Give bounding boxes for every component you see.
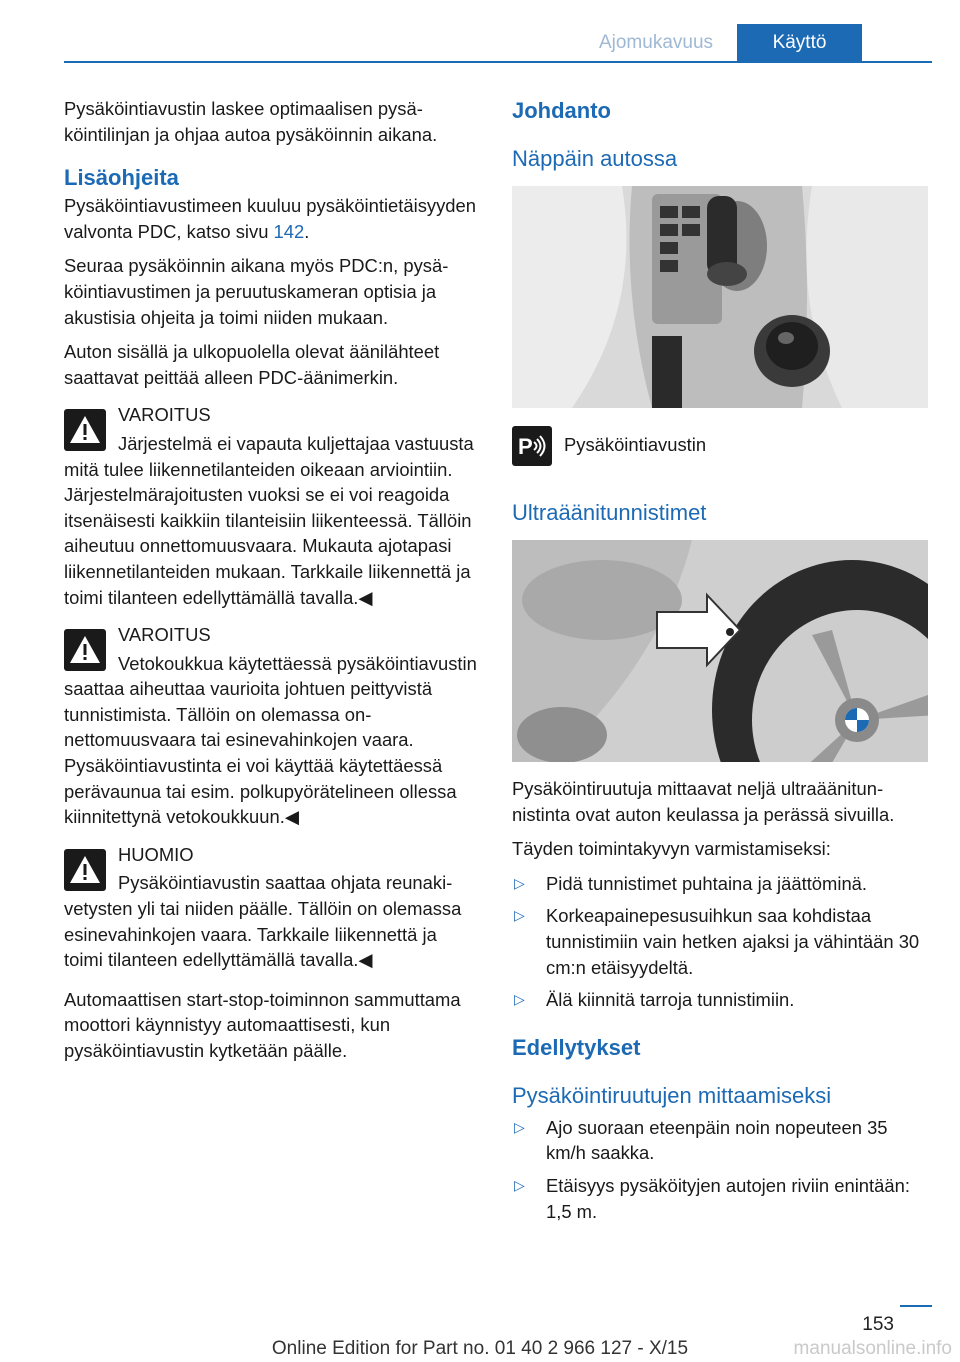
center-console-photo [512,186,928,408]
full-function-paragraph: Täyden toimintakyvyn varmistamiseksi: [512,838,831,860]
ultrasonic-sensor-photo [512,540,928,762]
warning-triangle-icon [64,409,106,451]
section-tab-kaytto[interactable]: Käyttö [737,24,862,61]
bullet-triangle-icon: ▷ [514,874,525,891]
bullet-triangle-icon: ▷ [514,1176,525,1193]
heading-mittaamiseksi: Pysäköintiruutujen mittaamiseksi [512,1082,832,1108]
page-number: 153 [862,1314,894,1335]
park-assist-label: Pysäköintiavustin [564,434,707,455]
park-assist-button-row [512,426,930,474]
svg-text:P: P [518,434,533,459]
bullet-triangle-icon: ▷ [514,1118,525,1135]
warning-title: VAROITUS [118,624,211,646]
conditions-list [512,1115,930,1224]
sound-sources-paragraph: Auton sisällä ja ulkopuolella olevat äänilähteet saattavat peittää alleen PDC-äänimerkin. [64,341,440,388]
footer-rule [900,1305,932,1307]
watermark: manualsonline.info [793,1338,952,1359]
list-item [512,1173,930,1224]
warning-text: Vetokoukkua käytettäessä pysäköintiavustin saattaa aiheuttaa vaurioita johtuen peittyvistä tunnistimista. Tällöin on olemassa onnettomuusvaara tai esinevahinkojen vaara. Pysäköintiavustinta ei voi käyttää käytettäessä perävaunua tai esim. polkupyörätelineen ollessa kiinnitettynä vetokoukkuun.◀ [64,652,477,828]
section-tab-ajomukavuus[interactable]: Ajomukavuus [598,32,714,53]
warning-block-2 [64,622,479,830]
page-link-142[interactable]: 142 [273,220,305,242]
heading-lisaohjeita: Lisäohjeita [64,165,179,191]
maintenance-list [512,871,930,1013]
warning-triangle-icon [64,629,106,671]
list-item [512,987,930,1013]
left-column [64,96,479,1073]
header-rule [64,61,932,63]
bullet-triangle-icon: ▷ [514,907,525,924]
list-item-text: Etäisyys pysäköityjen autojen riviin enintään: 1,5 m. [546,1174,910,1222]
notice-block [64,842,479,973]
warning-block-1 [64,402,479,610]
list-item [512,1115,930,1166]
heading-nappain-autossa: Näppäin autossa [512,146,678,171]
pdc-reference-text: Pysäköintiavustimeen kuuluu pysäköintietäisyyden valvonta PDC, katso sivu [64,195,476,242]
warning-title: VAROITUS [118,404,211,426]
list-item [512,903,930,980]
sensor-location-paragraph: Pysäköintiruutuja mittaavat neljä ultraäänitunnistinta ovat auton keulassa ja perässä sivuilla. [512,778,895,825]
list-item-text: Ajo suoraan eteenpäin noin nopeuteen 35 km/h saakka. [546,1116,888,1164]
park-assist-button-icon[interactable] [512,426,552,466]
warning-text: Järjestelmä ei vapauta kuljettajaa vastuusta mitä tulee liikennetilanteiden oikeaan arviointiin. Järjestelmärajoitusten vuoksi se ei voi reagoida itsenäisesti kaikkiin tilanteisiin liikenteessä. Tällöin aiheutuu onnettomuusvaara. Mukauta ajotapasi liikennetilanteiden mukaan. Tarkkaile liikennettä ja toimi tilanteen edellyttämällä tavalla.◀ [64,432,474,608]
start-stop-paragraph: Automaattisen start-stop-toiminnon sammuttama moottori käynnistyy automaattisesti, kun pysäköintiavustin kytketään päälle. [64,988,461,1061]
warning-triangle-icon [64,849,106,891]
intro-paragraph: Pysäköintiavustin laskee optimaalisen pysäköintilinjan ja ohjaa autoa pysäköinnin aikana. [64,98,438,145]
heading-edellytykset: Edellytykset [512,1034,641,1060]
pdc-reference-paragraph [64,193,479,244]
pdc-reference-end: . [304,220,310,242]
page-header [0,24,960,64]
edition-note: Online Edition for Part no. 01 40 2 966 127 - X/15 [271,1338,689,1359]
list-item-text: Älä kiinnitä tarroja tunnistimiin. [546,989,795,1011]
list-item [512,871,930,897]
list-item-text: Pidä tunnistimet puhtaina ja jäättöminä. [546,872,868,894]
heading-ultraanitunnistimet: Ultraäänitunnistimet [512,500,707,525]
bullet-triangle-icon: ▷ [514,991,525,1008]
list-item-text: Korkeapainepesusuihkun saa kohdistaa tunnistimiin vain hetken ajaksi ja vähintään 30 cm:n etäisyydeltä. [546,905,920,978]
follow-instructions-paragraph: Seuraa pysäköinnin aikana myös PDC:n, pysäköintiavustimen ja peruutuskameran optisia ja akustisia ohjeita ja toimi niiden mukaan. [64,255,449,328]
right-column [512,96,930,1232]
notice-text: Pysäköintiavustin saattaa ohjata reunakivetysten yli tai niiden päälle. Tällöin on olemassa esinevahinkojen vaara. Tarkkaile liikennettä ja toimi tilanteen edellyttämällä tavalla.◀ [64,872,462,971]
heading-johdanto: Johdanto [512,98,611,123]
notice-title: HUOMIO [118,843,194,865]
